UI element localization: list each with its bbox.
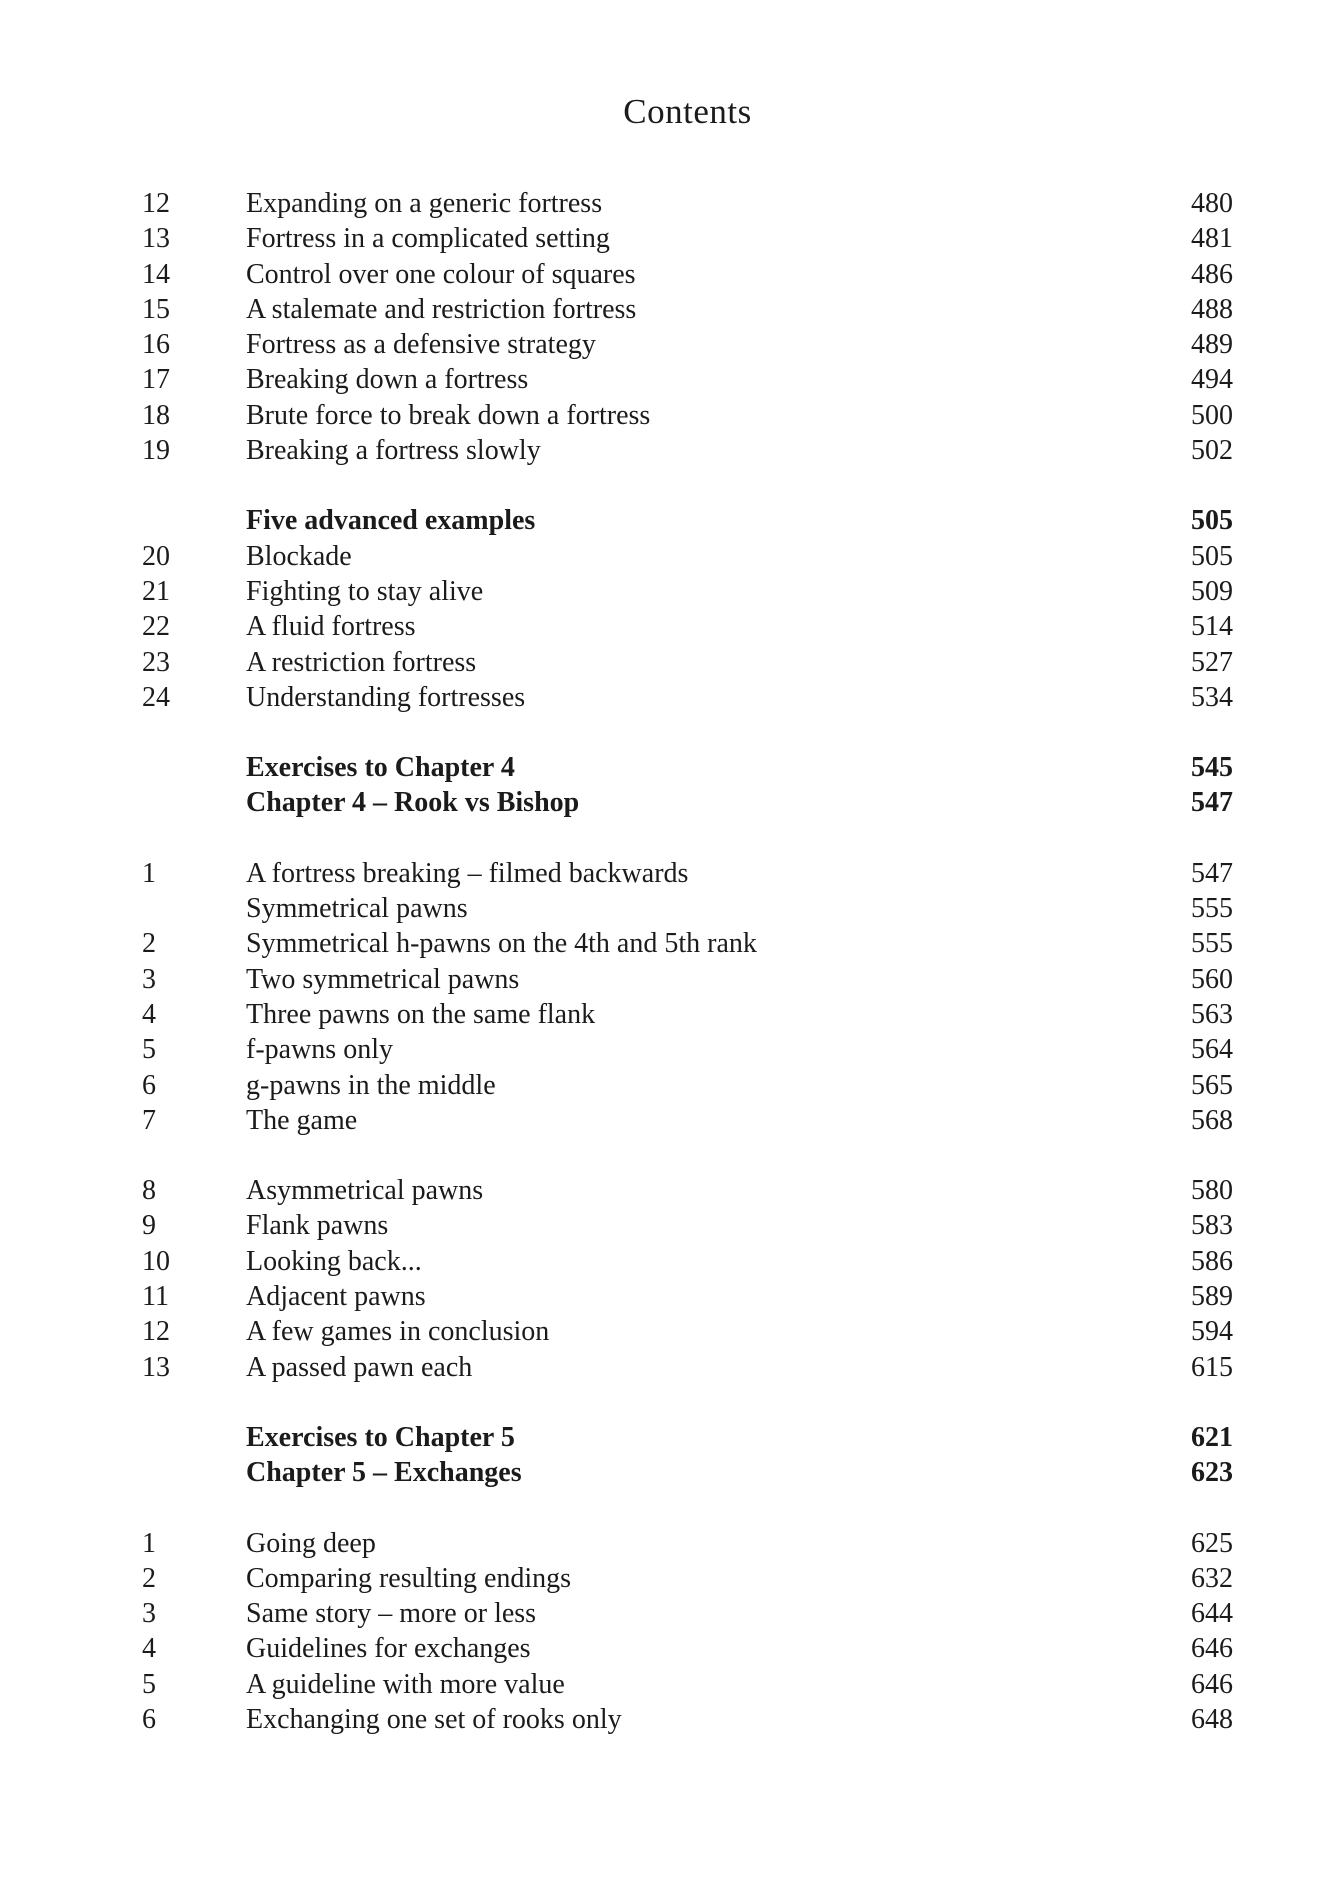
entry-number: 19 bbox=[142, 435, 170, 467]
entry-page-number: 534 bbox=[1191, 681, 1233, 713]
entry-title: Exercises to Chapter 5 bbox=[246, 1421, 515, 1453]
entry-page-number: 623 bbox=[1191, 1457, 1233, 1489]
entry-page-number: 500 bbox=[1191, 399, 1233, 431]
entry-number: 5 bbox=[142, 1034, 156, 1066]
entry-title: Breaking a fortress slowly bbox=[246, 435, 541, 467]
entry-number: 8 bbox=[142, 1175, 156, 1207]
entry-page-number: 646 bbox=[1191, 1633, 1233, 1665]
toc-entry-row bbox=[142, 1561, 1233, 1596]
toc-entry-row bbox=[142, 645, 1233, 680]
toc-entry-row bbox=[142, 891, 1233, 926]
entry-page-number: 632 bbox=[1191, 1562, 1233, 1594]
entry-number: 22 bbox=[142, 611, 170, 643]
toc-entry-row bbox=[142, 1314, 1233, 1349]
entry-title: Five advanced examples bbox=[246, 505, 536, 537]
entry-title: Exchanging one set of rooks only bbox=[246, 1703, 622, 1735]
toc-entry-row bbox=[142, 680, 1233, 715]
entry-page-number: 564 bbox=[1191, 1034, 1233, 1066]
toc-entry-row bbox=[142, 257, 1233, 292]
entry-page-number: 589 bbox=[1191, 1281, 1233, 1313]
entry-title: Same story – more or less bbox=[246, 1598, 537, 1630]
entry-page-number: 527 bbox=[1191, 646, 1233, 678]
entry-title: Fortress as a defensive strategy bbox=[246, 329, 596, 361]
entry-number: 6 bbox=[142, 1703, 156, 1735]
entry-title: A fortress breaking – filmed backwards bbox=[246, 857, 689, 889]
toc-section bbox=[142, 503, 1233, 715]
entry-number: 12 bbox=[142, 1316, 170, 1348]
toc-entry-row bbox=[142, 1068, 1233, 1103]
entry-page-number: 547 bbox=[1191, 857, 1233, 889]
entry-page-number: 583 bbox=[1191, 1210, 1233, 1242]
toc-heading-row bbox=[142, 1420, 1233, 1455]
toc-section bbox=[142, 186, 1233, 468]
entry-title: Expanding on a generic fortress bbox=[246, 188, 603, 219]
entry-number: 23 bbox=[142, 646, 170, 678]
toc-entry-row bbox=[142, 327, 1233, 362]
entry-number: 16 bbox=[142, 329, 170, 361]
entry-number: 1 bbox=[142, 1527, 156, 1559]
entry-title: Brute force to break down a fortress bbox=[246, 399, 651, 431]
toc-section bbox=[142, 1173, 1233, 1385]
toc-entry-row bbox=[142, 221, 1233, 256]
entry-title: Chapter 4 – Rook vs Bishop bbox=[246, 787, 580, 819]
entry-number: 5 bbox=[142, 1668, 156, 1700]
entry-title: Breaking down a fortress bbox=[246, 364, 529, 396]
entry-page-number: 481 bbox=[1191, 223, 1233, 255]
entry-title: Control over one colour of squares bbox=[246, 258, 636, 290]
toc-section bbox=[142, 1420, 1233, 1491]
entry-title: Asymmetrical pawns bbox=[246, 1175, 484, 1207]
entry-page-number: 586 bbox=[1191, 1245, 1233, 1277]
entry-title: Fortress in a complicated setting bbox=[246, 223, 610, 255]
entry-number: 13 bbox=[142, 223, 170, 255]
entry-title: Adjacent pawns bbox=[246, 1281, 426, 1313]
toc-entry-row bbox=[142, 997, 1233, 1032]
toc-entry-row bbox=[142, 1702, 1233, 1737]
toc-entry-row bbox=[142, 292, 1233, 327]
entry-page-number: 486 bbox=[1191, 258, 1233, 290]
entry-title: A restriction fortress bbox=[246, 646, 477, 678]
entry-number: 14 bbox=[142, 258, 170, 290]
entry-page-number: 621 bbox=[1191, 1421, 1233, 1453]
entry-title: The game bbox=[246, 1104, 358, 1136]
entry-page-number: 489 bbox=[1191, 329, 1233, 361]
toc-entry-row bbox=[142, 362, 1233, 397]
entry-number: 9 bbox=[142, 1210, 156, 1242]
entry-number: 1 bbox=[142, 857, 156, 889]
toc-entry-row bbox=[142, 1103, 1233, 1138]
toc-entry-row bbox=[142, 609, 1233, 644]
entry-number: 24 bbox=[142, 681, 170, 713]
entry-page-number: 505 bbox=[1191, 540, 1233, 572]
entry-page-number: 488 bbox=[1191, 293, 1233, 325]
entry-page-number: 480 bbox=[1191, 188, 1233, 219]
entry-page-number: 648 bbox=[1191, 1703, 1233, 1735]
entry-page-number: 615 bbox=[1191, 1351, 1233, 1383]
page-title: Contents bbox=[623, 92, 752, 131]
toc-entry-row bbox=[142, 1032, 1233, 1067]
entry-title: Fighting to stay alive bbox=[246, 575, 484, 607]
entry-page-number: 560 bbox=[1191, 963, 1233, 995]
entry-number: 11 bbox=[142, 1281, 169, 1313]
toc-entry-row bbox=[142, 1350, 1233, 1385]
entry-title: Symmetrical h-pawns on the 4th and 5th rank bbox=[246, 928, 757, 960]
entry-title: A stalemate and restriction fortress bbox=[246, 293, 637, 325]
entry-title: A guideline with more value bbox=[246, 1668, 565, 1700]
entry-title: Going deep bbox=[246, 1527, 376, 1559]
entry-title: Symmetrical pawns bbox=[246, 893, 468, 925]
toc-entry-row bbox=[142, 1596, 1233, 1631]
entry-number: 3 bbox=[142, 1598, 156, 1630]
entry-number: 4 bbox=[142, 1633, 156, 1665]
entry-page-number: 625 bbox=[1191, 1527, 1233, 1559]
entry-title: Understanding fortresses bbox=[246, 681, 526, 713]
toc-entry-row bbox=[142, 1667, 1233, 1702]
entry-title: Chapter 5 – Exchanges bbox=[246, 1457, 522, 1489]
toc-entry-row bbox=[142, 1279, 1233, 1314]
entry-number: 4 bbox=[142, 998, 156, 1030]
entry-number: 21 bbox=[142, 575, 170, 607]
entry-page-number: 563 bbox=[1191, 998, 1233, 1030]
entry-number: 3 bbox=[142, 963, 156, 995]
entry-number: 17 bbox=[142, 364, 170, 396]
entry-number: 12 bbox=[142, 188, 170, 219]
entry-number: 18 bbox=[142, 399, 170, 431]
toc-heading-row bbox=[142, 1455, 1233, 1490]
entry-title: Flank pawns bbox=[246, 1210, 389, 1242]
entry-title: A passed pawn each bbox=[246, 1351, 473, 1383]
toc-entry-row bbox=[142, 962, 1233, 997]
entry-page-number: 644 bbox=[1191, 1598, 1233, 1630]
toc-entry-row bbox=[142, 1208, 1233, 1243]
entry-page-number: 568 bbox=[1191, 1104, 1233, 1136]
toc-entry-row bbox=[142, 856, 1233, 891]
entry-title: Blockade bbox=[246, 540, 352, 572]
toc-entry-row bbox=[142, 539, 1233, 574]
entry-title: Guidelines for exchanges bbox=[246, 1633, 531, 1665]
toc-entry-row bbox=[142, 398, 1233, 433]
toc-entry-row bbox=[142, 926, 1233, 961]
entry-page-number: 646 bbox=[1191, 1668, 1233, 1700]
entry-number: 6 bbox=[142, 1069, 156, 1101]
toc-entry-row bbox=[142, 1631, 1233, 1666]
entry-title: A few games in conclusion bbox=[246, 1316, 550, 1348]
entry-page-number: 580 bbox=[1191, 1175, 1233, 1207]
toc-heading-row bbox=[142, 503, 1233, 538]
entry-title: f-pawns only bbox=[246, 1034, 393, 1066]
toc-section bbox=[142, 856, 1233, 1138]
entry-page-number: 494 bbox=[1191, 364, 1233, 396]
entry-page-number: 505 bbox=[1191, 505, 1233, 537]
toc-heading-row bbox=[142, 750, 1233, 785]
entry-title: Two symmetrical pawns bbox=[246, 963, 520, 995]
entry-title: Comparing resulting endings bbox=[246, 1562, 572, 1594]
entry-title: Three pawns on the same flank bbox=[246, 998, 596, 1030]
toc-heading-row bbox=[142, 785, 1233, 820]
entry-number: 15 bbox=[142, 293, 170, 325]
toc bbox=[142, 186, 1233, 1737]
entry-number: 13 bbox=[142, 1351, 170, 1383]
entry-number: 2 bbox=[142, 1562, 156, 1594]
entry-page-number: 565 bbox=[1191, 1069, 1233, 1101]
toc-section bbox=[142, 1526, 1233, 1738]
entry-number: 20 bbox=[142, 540, 170, 572]
entry-page-number: 547 bbox=[1191, 787, 1233, 819]
toc-entry-row bbox=[142, 186, 1233, 221]
toc-entry-row bbox=[142, 1244, 1233, 1279]
toc-section bbox=[142, 750, 1233, 821]
entry-page-number: 555 bbox=[1191, 893, 1233, 925]
entry-page-number: 509 bbox=[1191, 575, 1233, 607]
entry-title: Looking back... bbox=[246, 1245, 422, 1277]
entry-title: Exercises to Chapter 4 bbox=[246, 752, 515, 784]
toc-entry-row bbox=[142, 1526, 1233, 1561]
toc-entry-row bbox=[142, 433, 1233, 468]
entry-page-number: 594 bbox=[1191, 1316, 1233, 1348]
entry-page-number: 545 bbox=[1191, 752, 1233, 784]
entry-number: 7 bbox=[142, 1104, 156, 1136]
entry-title: A fluid fortress bbox=[246, 611, 416, 643]
entry-number: 2 bbox=[142, 928, 156, 960]
entry-number: 10 bbox=[142, 1245, 170, 1277]
toc-entry-row bbox=[142, 574, 1233, 609]
entry-page-number: 555 bbox=[1191, 928, 1233, 960]
toc-entry-row bbox=[142, 1173, 1233, 1208]
entry-page-number: 514 bbox=[1191, 611, 1233, 643]
entry-page-number: 502 bbox=[1191, 435, 1233, 467]
entry-title: g-pawns in the middle bbox=[246, 1069, 496, 1101]
